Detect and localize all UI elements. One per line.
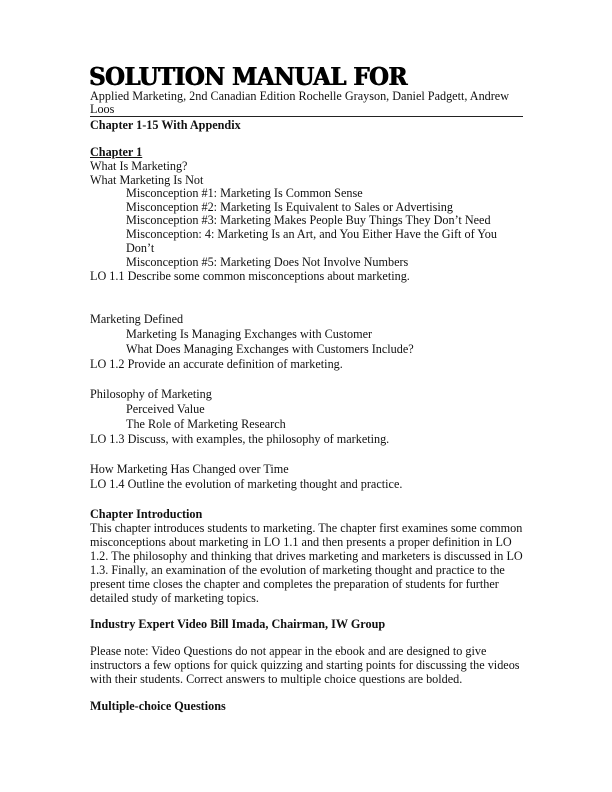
video-note-line: Please note: Video Questions do not appear in the ebook and are designed to give <box>90 644 487 658</box>
outline-subitem: What Does Managing Exchanges with Customers Include? <box>126 342 414 356</box>
intro-line: 1.3. Finally, an examination of the evolution of marketing thought and practice to the <box>90 563 505 577</box>
mcq-heading: Multiple-choice Questions <box>90 699 226 713</box>
learning-objective: LO 1.1 Describe some common misconceptions about marketing. <box>90 269 410 283</box>
book-title-line-2: Loos <box>90 102 115 116</box>
outline-subitem: Misconception #1: Marketing Is Common Sense <box>126 186 363 200</box>
outline-item: Philosophy of Marketing <box>90 387 212 401</box>
outline-item: How Marketing Has Changed over Time <box>90 462 289 476</box>
outline-subitem: Marketing Is Managing Exchanges with Customer <box>126 327 373 341</box>
outline-item: Marketing Defined <box>90 312 184 326</box>
outline-subitem: Perceived Value <box>126 402 205 416</box>
outline-subitem: Don’t <box>126 241 155 255</box>
learning-objective: LO 1.4 Outline the evolution of marketing thought and practice. <box>90 477 403 491</box>
chapter-heading: Chapter 1 <box>90 145 143 159</box>
intro-line: detailed study of marketing topics. <box>90 591 259 605</box>
learning-objective: LO 1.3 Discuss, with examples, the philosophy of marketing. <box>90 432 390 446</box>
intro-line: 1.2. The philosophy and thinking that drives marketing and marketers is discussed in LO <box>90 549 523 563</box>
document-title: SOLUTION MANUAL FOR <box>89 62 407 91</box>
outline-subitem: Misconception #3: Marketing Makes People Buy Things They Don’t Need <box>126 213 491 227</box>
outline-item: What Is Marketing? <box>90 159 188 173</box>
book-title-line-1: Applied Marketing, 2nd Canadian Edition Rochelle Grayson, Daniel Padgett, Andrew <box>90 89 510 103</box>
learning-objective: LO 1.2 Provide an accurate definition of marketing. <box>90 357 343 371</box>
video-heading: Industry Expert Video Bill Imada, Chairman, IW Group <box>90 617 386 631</box>
outline-subitem: Misconception #2: Marketing Is Equivalent to Sales or Advertising <box>126 200 453 214</box>
chapters-range: Chapter 1-15 With Appendix <box>90 118 241 132</box>
video-note-line: instructors a few options for quick quizzing and starting points for discussing the videos <box>90 658 520 672</box>
header-divider <box>90 116 523 117</box>
outline-item: What Marketing Is Not <box>90 173 204 187</box>
intro-heading: Chapter Introduction <box>90 507 203 521</box>
outline-subitem: Misconception: 4: Marketing Is an Art, and You Either Have the Gift of You <box>126 227 497 241</box>
intro-line: misconceptions about marketing in LO 1.1 and then presents a proper definition in LO <box>90 535 512 549</box>
intro-line: present time closes the chapter and completes the preparation of students for further <box>90 577 499 591</box>
video-note-line: with their students. Correct answers to multiple choice questions are bolded. <box>90 672 463 686</box>
intro-line: This chapter introduces students to marketing. The chapter first examines some common <box>90 521 523 535</box>
outline-subitem: Misconception #5: Marketing Does Not Involve Numbers <box>126 255 409 269</box>
outline-subitem: The Role of Marketing Research <box>126 417 286 431</box>
